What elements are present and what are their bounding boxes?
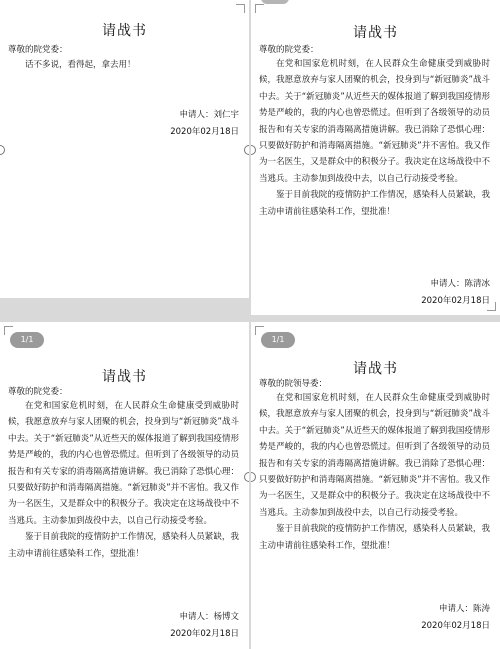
salutation: 尊敬的院领导委： xyxy=(259,379,328,389)
salutation: 尊敬的院党委： xyxy=(8,387,68,397)
date: 2020年02月18日 xyxy=(421,296,490,306)
salutation: 尊敬的院党委： xyxy=(8,45,68,55)
crop-mark-icon xyxy=(4,326,13,335)
applicant-name: 申请人：陈涛 xyxy=(438,604,490,614)
document-page-4 xyxy=(251,322,500,649)
letter-body xyxy=(259,390,490,554)
letter-body xyxy=(259,56,490,220)
document-page-2 xyxy=(251,0,500,315)
crop-mark-icon xyxy=(255,326,264,335)
page-badge-icon xyxy=(261,0,289,4)
page-title: 请战书 xyxy=(102,369,147,385)
paragraph: 鉴于目前我院的疫情防护工作情况，感染科人员紧缺，我主动申请前往感染科工作，望批准！ xyxy=(259,524,490,551)
signature-block xyxy=(421,276,490,310)
signature-block xyxy=(170,107,239,141)
signature-block xyxy=(170,609,239,643)
page-title: 请战书 xyxy=(353,361,398,377)
binding-hole-icon xyxy=(244,472,249,482)
paragraph: 在党和国家危机时刻，在人民群众生命健康受到威胁时候，我愿意放弃与家人团聚的机会，投身到与“新冠肺炎”战斗中去。关于“新冠肺炎”从近些天的媒体报道了解到我国疫情形势是严峻的，我的内心也曾恐慌过。但听到了各级领导的动员报告和有关专家的消毒隔离措施讲解。我已消除了恐惧心理：只要做好防护和消毒隔离措施。“新冠肺炎”并不害怕。我又作为一名医生，又是群众中的积极分子。我决定在这场战役中不当逃兵。主动参加到战役中去，以自己行动接受考验。 xyxy=(8,401,239,526)
salutation: 尊敬的院党委： xyxy=(259,45,319,55)
crop-mark-icon xyxy=(487,302,496,311)
applicant-name: 申请人：陈清冰 xyxy=(430,279,490,289)
binding-hole-icon xyxy=(251,145,256,155)
letter-body xyxy=(8,398,239,562)
date: 2020年02月18日 xyxy=(170,629,239,639)
binding-hole-icon xyxy=(244,145,249,155)
page-badge: 1/1 xyxy=(10,332,44,348)
document-page-3 xyxy=(0,322,249,649)
paragraph: 话不多说，看得起，拿去用！ xyxy=(25,60,136,70)
date: 2020年02月18日 xyxy=(170,127,239,137)
paragraph: 在党和国家危机时刻，在人民群众生命健康受到威胁时候，我愿意放弃与家人团聚的机会，投身到与“新冠肺炎”战斗中去。关于“新冠肺炎”从近些天的媒体报道了解到我国疫情形势是严峻的，我的内心也曾恐慌过。但听到了各级领导的动员报告和有关专家的消毒隔离措施讲解。我已消除了恐惧心理：只要做好防护和消毒隔离措施。“新冠肺炎”并不害怕。我又作为一名医生，又是群众中的积极分子。我决定在这场战役中不当逃兵。主动参加到战役中去，以自己行动接受考验。 xyxy=(259,59,490,184)
applicant-name: 申请人：刘仁宇 xyxy=(179,110,239,120)
applicant-name: 申请人：杨博文 xyxy=(179,612,239,622)
document-page-1 xyxy=(0,0,249,298)
page-title: 请战书 xyxy=(102,23,147,39)
binding-hole-icon xyxy=(251,472,256,482)
signature-block xyxy=(421,601,490,635)
page-badge: 1/1 xyxy=(261,332,295,348)
page-title: 请战书 xyxy=(353,25,398,41)
crop-mark-icon xyxy=(236,4,245,13)
paragraph: 鉴于目前我院的疫情防护工作情况，感染科人员紧缺，我主动申请前往感染科工作，望批准！ xyxy=(259,190,490,217)
date: 2020年02月18日 xyxy=(421,621,490,631)
crop-mark-icon xyxy=(255,4,264,13)
paragraph: 在党和国家危机时刻，在人民群众生命健康受到威胁时候，我愿意放弃与家人团聚的机会，投身到与“新冠肺炎”战斗中去。关于“新冠肺炎”从近些天的媒体报道了解到我国疫情形势是严峻的，我的内心也曾恐慌过。但听到了各级领导的动员报告和有关专家的消毒隔离措施讲解。我已消除了恐惧心理：只要做好防护和消毒隔离措施。“新冠肺炎”并不害怕。我又作为一名医生，又是群众中的积极分子。我决定在这场战役中不当逃兵。主动参加到战役中去，以自己行动接受考验。 xyxy=(259,393,490,518)
binding-hole-icon xyxy=(0,145,5,155)
paragraph: 鉴于目前我院的疫情防护工作情况，感染科人员紧缺，我主动申请前往感染科工作，望批准！ xyxy=(8,532,239,559)
letter-body xyxy=(8,57,239,73)
